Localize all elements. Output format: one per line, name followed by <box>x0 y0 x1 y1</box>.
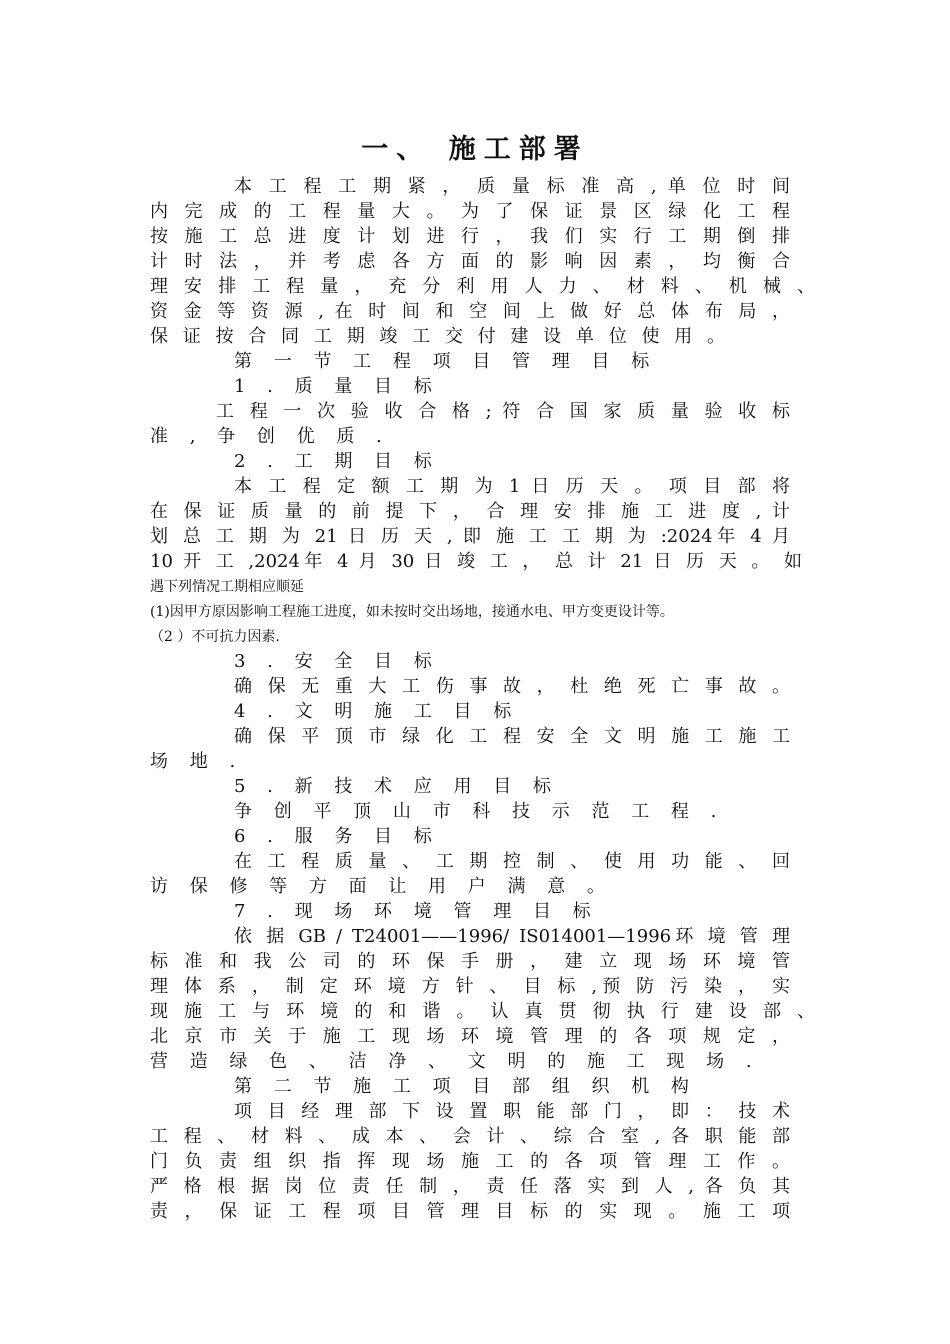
paragraph-line: 遇下列情况工期相应顺延 <box>150 579 304 595</box>
paragraph-line: 场 地 . <box>150 751 244 772</box>
paragraph-line: 门 负 责 组 织 指 挥 现 场 施 工 的 各 项 管 理 工 作 。 <box>150 1151 790 1172</box>
subsection-heading: 2 . 工 期 目 标 <box>234 451 440 472</box>
paragraph-line: 在 保 证 质 量 的 前 提 下 ， 合 理 安 排 施 工 进 度 , 计 <box>150 501 790 522</box>
paragraph-line: 内 完 成 的 工 程 量 大 。 为 了 保 证 景 区 绿 化 工 程 <box>150 201 790 222</box>
paragraph-line: 准 , 争 创 优 质 . <box>150 426 390 447</box>
paragraph-line: 现 施 工 与 环 境 的 和 谐 。 认 真 贯 彻 执 行 建 设 部 、 <box>150 1001 815 1022</box>
subsection-heading: 6 . 服 务 目 标 <box>234 826 440 847</box>
paragraph-line: 理 体 系 ， 制 定 环 境 方 针 、 目 标 ,预 防 污 染 ， 实 <box>150 976 790 997</box>
paragraph-line: 本 工 程 工 期 紧 ， 质 量 标 准 高 , 单 位 时 间 <box>234 176 790 197</box>
paragraph-line: 项 目 经 理 部 下 设 置 职 能 部 门 ， 即 ： 技 术 <box>234 1101 790 1122</box>
section-heading: 第 一 节 工 程 项 目 管 理 目 标 <box>234 351 658 372</box>
paragraph-line: (1)因甲方原因影响工程施工进度，如未按时交出场地，接通水电、甲方变更设计等。 <box>150 604 674 620</box>
paragraph-line: 依 据 GB / T24001——1996/ IS014001—1996环 境 管 理 <box>234 926 790 947</box>
paragraph-line: 计 时 法 ， 并 考 虑 各 方 面 的 影 响 因 素 ， 均 衡 合 <box>150 251 790 272</box>
paragraph-line: 访 保 修 等 方 面 让 用 户 满 意 。 <box>150 876 613 897</box>
paragraph-line: 确 保 无 重 大 工 伤 事 故 ， 杜 绝 死 亡 事 故 。 <box>234 676 790 697</box>
paragraph-line: 工 程 一 次 验 收 合 格 ; 符 合 国 家 质 量 验 收 标 <box>216 401 790 422</box>
subsection-heading: 3 . 安 全 目 标 <box>234 651 440 672</box>
paragraph-line: 营 造 绿 色 、 洁 净 、 文 明 的 施 工 现 场 . <box>150 1051 760 1072</box>
subsection-heading: 5 . 新 技 术 应 用 目 标 <box>234 776 559 797</box>
paragraph-line: 保 证 按 合 同 工 期 竣 工 交 付 建 设 单 位 使 用 。 <box>150 326 725 347</box>
paragraph-line: 责 ， 保 证 工 程 项 目 管 理 目 标 的 实 现 。 施 工 项 <box>150 1201 790 1222</box>
paragraph-line: 争 创 平 顶 山 市 科 技 示 范 工 程 . <box>234 801 725 822</box>
paragraph-line: 严 格 根 据 岗 位 责 任 制 ， 责 任 落 实 到 人 , 各 负 其 <box>150 1176 790 1197</box>
page-title: 一、 施工部署 <box>361 134 589 165</box>
paragraph-line: 北 京 市 关 于 施 工 现 场 环 境 管 理 的 各 项 规 定 ， <box>150 1026 790 1047</box>
paragraph-line: 资 金 等 资 源 , 在 时 间 和 空 间 上 做 好 总 体 布 局 ， <box>150 301 790 322</box>
paragraph-line: 10 开 工 ,2024年 4 月 30 日 竣 工 ， 总 计 21 日 历 天 。 如 <box>150 551 802 572</box>
paragraph-line: 本 工 程 定 额 工 期 为 1 日 历 天 。 项 目 部 将 <box>234 476 790 497</box>
paragraph-line: 在 工 程 质 量 、 工 期 控 制 、 使 用 功 能 、 回 <box>234 851 790 872</box>
paragraph-line: （2 ）不可抗力因素. <box>150 629 280 645</box>
paragraph-line: 按 施 工 总 进 度 计 划 进 行 ， 我 们 实 行 工 期 倒 排 <box>150 226 790 247</box>
paragraph-line: 工 程 、 材 料 、 成 本 、 会 计 、 综 合 室 , 各 职 能 部 <box>150 1126 790 1147</box>
subsection-heading: 4 . 文 明 施 工 目 标 <box>234 701 520 722</box>
subsection-heading: 7 . 现 场 环 境 管 理 目 标 <box>234 901 599 922</box>
paragraph-line: 标 准 和 我 公 司 的 环 保 手 册 ， 建 立 现 场 环 境 管 <box>150 951 790 972</box>
paragraph-line: 确 保 平 顶 市 绿 化 工 程 安 全 文 明 施 工 施 工 <box>234 726 790 747</box>
paragraph-line: 划 总 工 期 为 21 日 历 天 , 即 施 工 工 期 为 :2024年 4 月 <box>150 526 790 547</box>
paragraph-line: 理 安 排 工 程 量 ， 充 分 利 用 人 力 、 材 料 、 机 械 、 <box>150 276 815 297</box>
subsection-heading: 1 . 质 量 目 标 <box>234 376 440 397</box>
section-heading: 第 二 节 施 工 项 目 部 组 织 机 构 <box>234 1076 697 1097</box>
